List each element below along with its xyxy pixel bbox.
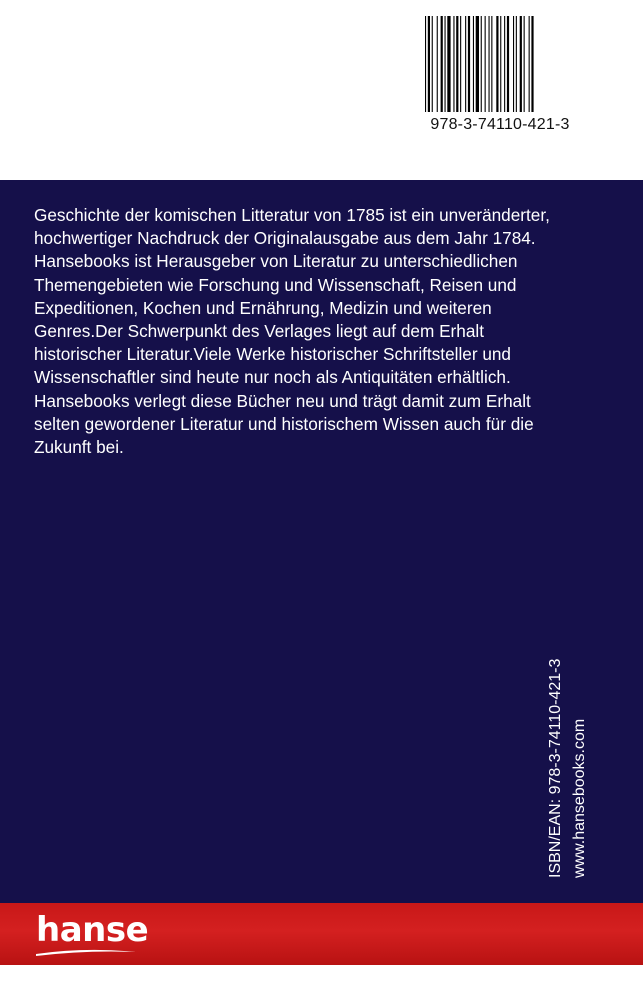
- publisher-website: www.hansebooks.com: [571, 718, 588, 878]
- description-line: historischer Literatur.Viele Werke historischer Schriftsteller und: [34, 344, 511, 365]
- description-line: Expeditionen, Kochen und Ernährung, Medizin und weiteren: [34, 297, 492, 318]
- barcode-bars: [423, 16, 577, 112]
- description-line: Wissenschaftler sind heute nur noch als Antiquitäten erhältlich.: [34, 367, 511, 388]
- description-line: Hansebooks verlegt diese Bücher neu und trägt damit zum Erhalt: [34, 390, 531, 411]
- description-line: Themengebieten wie Forschung und Wissenschaft, Reisen und: [34, 274, 517, 295]
- barcode: [423, 16, 577, 132]
- book-description: [34, 204, 614, 459]
- description-line: Genres.Der Schwerpunkt des Verlages liegt auf dem Erhalt: [34, 321, 484, 342]
- description-line: hochwertiger Nachdruck der Originalausgabe aus dem Jahr 1784.: [34, 228, 536, 249]
- logo-swoosh-icon: [34, 947, 138, 957]
- description-line: Hansebooks ist Herausgeber von Literatur zu unterschiedlichen: [34, 251, 518, 272]
- isbn-block: [544, 638, 600, 878]
- barcode-number: 978-3-74110-421-3: [430, 116, 570, 133]
- hanse-logo: hanse: [36, 910, 149, 950]
- description-line: selten gewordener Literatur und historischem Wissen auch für die: [34, 413, 534, 434]
- description-line: Zukunft bei.: [34, 437, 124, 458]
- bottom-white-strip: [0, 965, 643, 993]
- description-line: Geschichte der komischen Litteratur von 1785 ist ein unveränderter,: [34, 205, 550, 225]
- isbn-ean-text: ISBN/EAN: 978-3-74110-421-3: [547, 658, 564, 878]
